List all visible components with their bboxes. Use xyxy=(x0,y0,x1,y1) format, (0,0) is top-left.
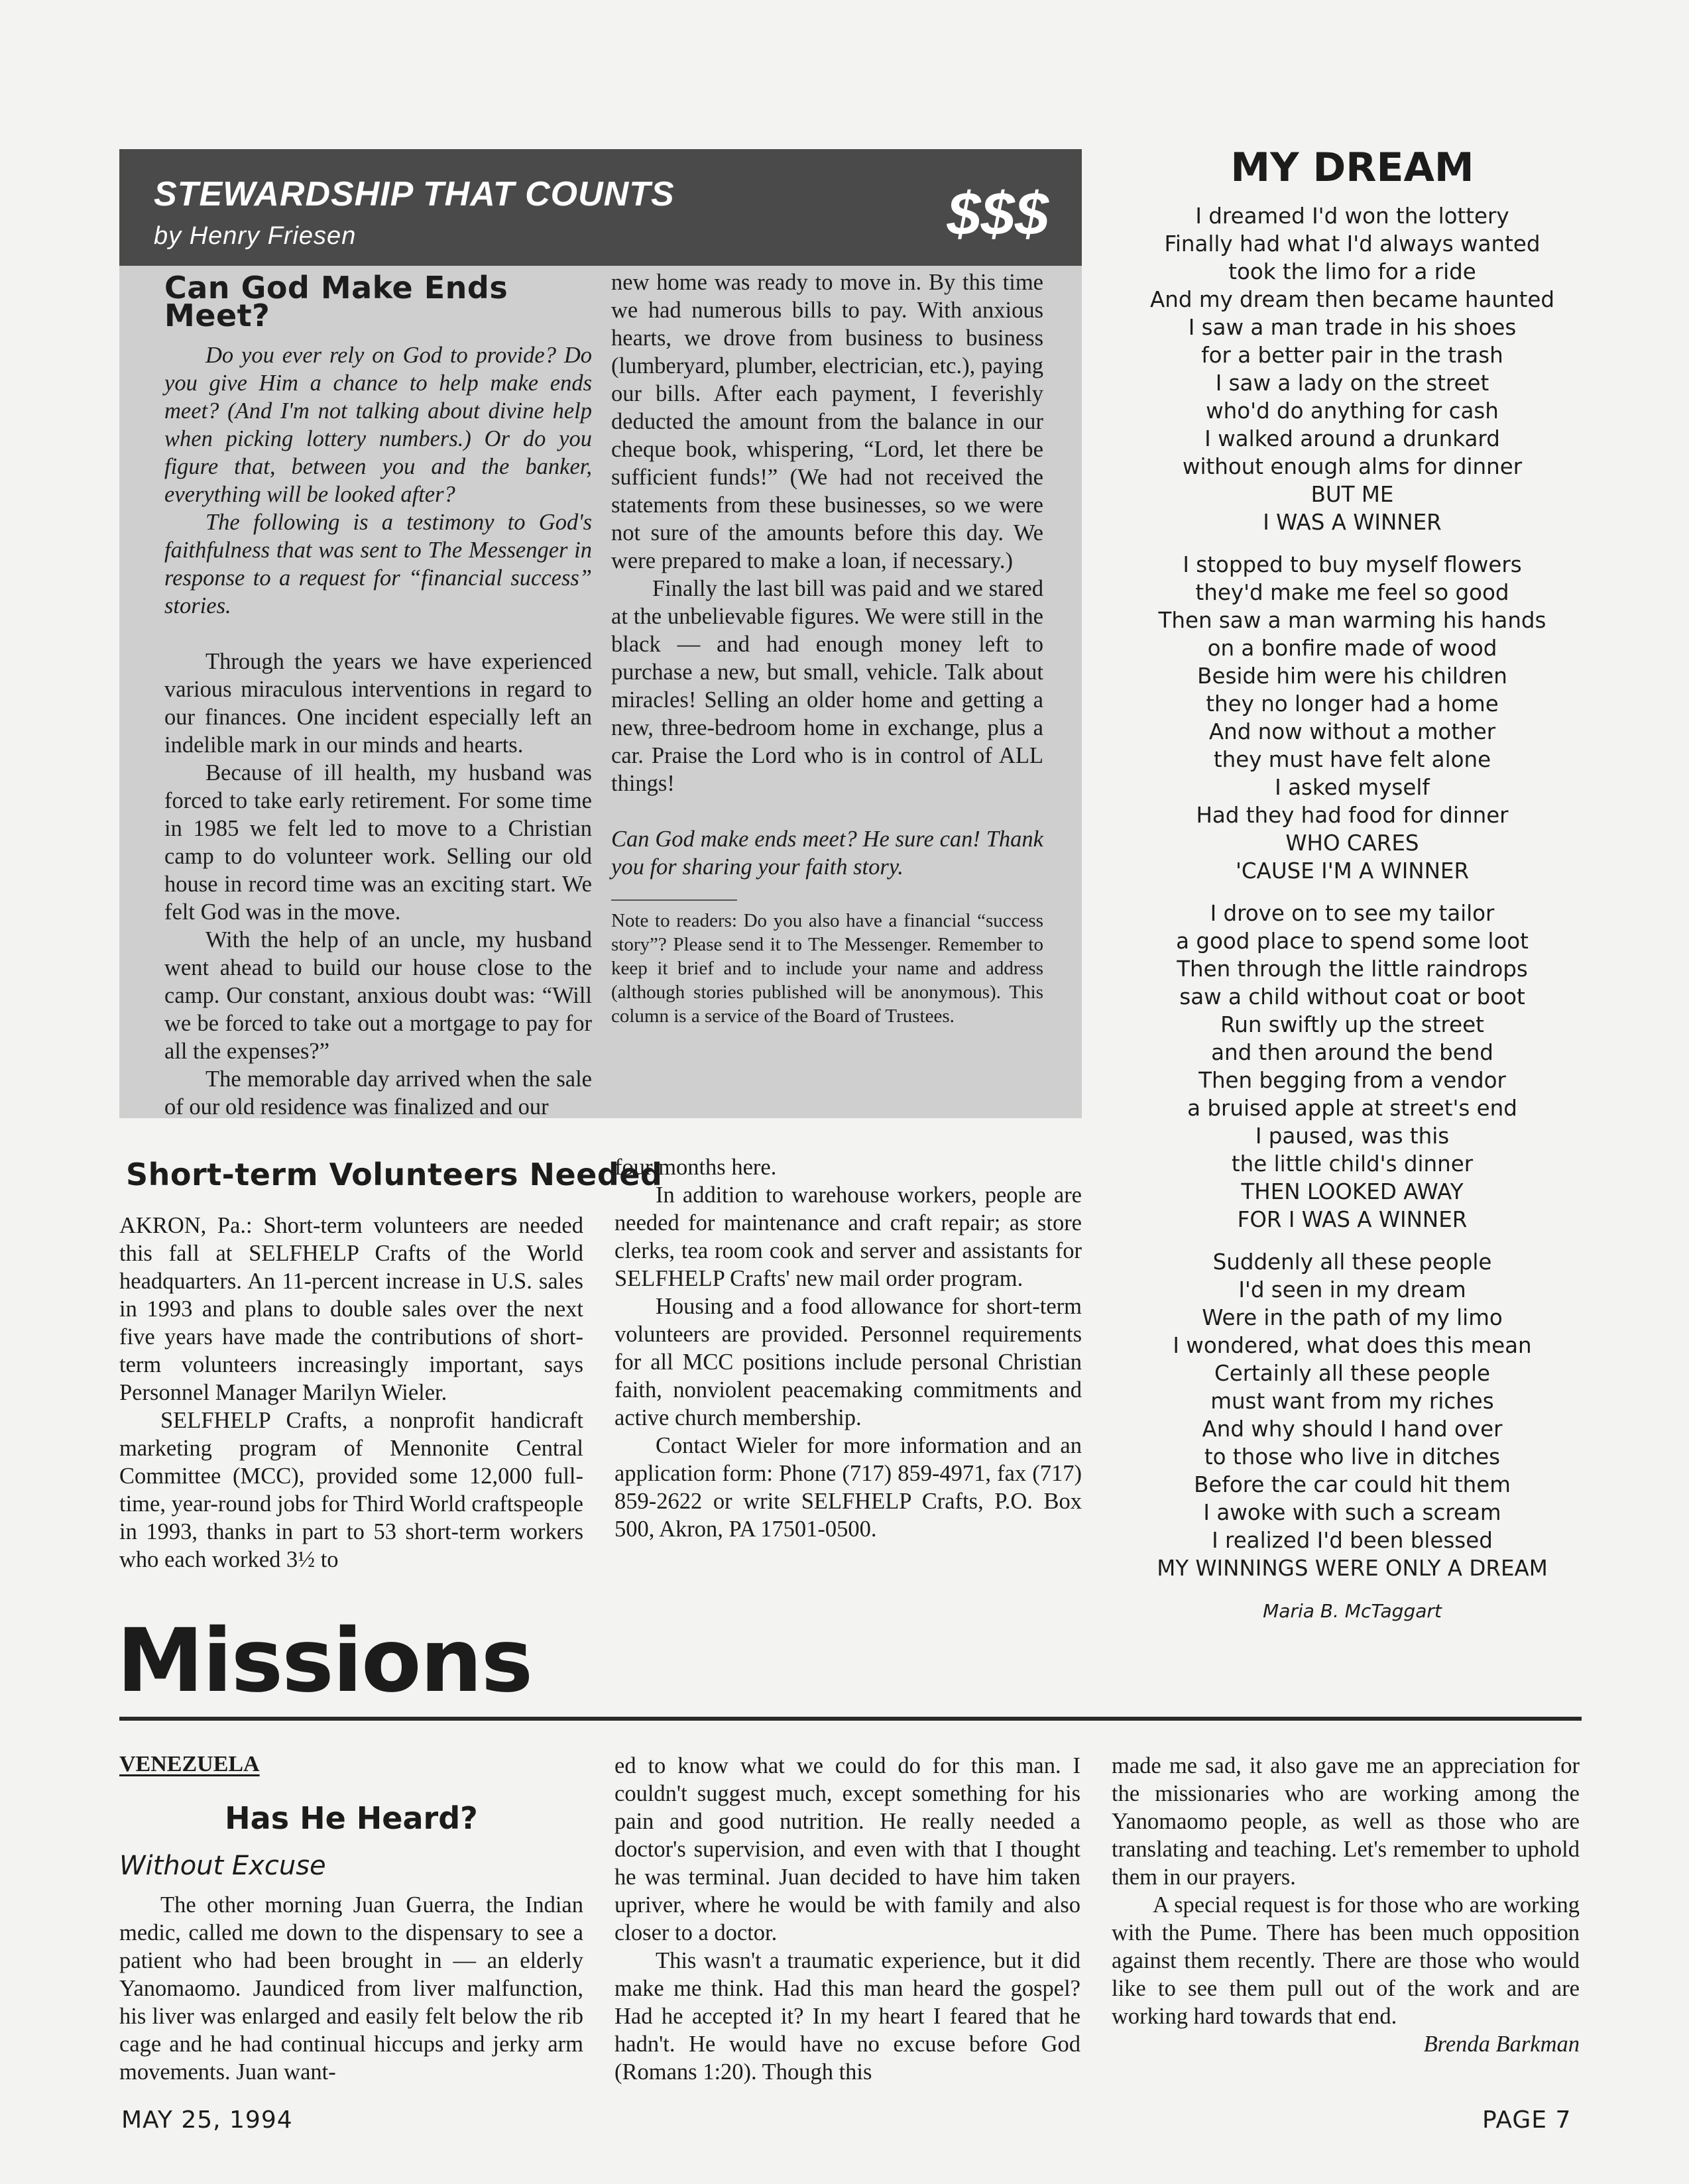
volunteers-paragraph: Contact Wieler for more information and an application form: Phone (717) 859-4971, fax (717) 859-2622 or write SELFHELP Crafts, P.O. Box 500, Akron, PA 17501-0500. xyxy=(614,1433,1082,1542)
poem-line: a bruised apple at street's end xyxy=(1187,1096,1517,1121)
missions-author: Brenda Barkman xyxy=(1423,2032,1580,2057)
poem-line: I dreamed I'd won the lottery xyxy=(1195,203,1509,229)
poem-line: THEN LOOKED AWAY xyxy=(1241,1179,1464,1204)
missions-section-title: Missions xyxy=(117,1610,532,1712)
missions-column-2 xyxy=(614,1752,1080,2086)
poem-line: MY WINNINGS WERE ONLY A DREAM xyxy=(1157,1556,1548,1581)
missions-paragraph: This wasn't a traumatic experience, but it did make me think. Had this man heard the gospel? Had he accepted it? In my heart I feared that he hadn't. He would have no excuse before God (Romans 1:20). Though this xyxy=(614,1948,1080,2085)
poem-line: Suddenly all these people xyxy=(1212,1249,1492,1275)
poem-line: 'CAUSE I'M A WINNER xyxy=(1235,858,1470,884)
poem-line: I paused, was this xyxy=(1255,1123,1450,1149)
poem-line: for a better pair in the trash xyxy=(1201,343,1503,368)
venezuela-label: VENEZUELA xyxy=(119,1752,260,1776)
poem-author: Maria B. McTaggart xyxy=(1263,1600,1442,1622)
article-subtitle: Without Excuse xyxy=(119,1851,326,1881)
poem-line: I stopped to buy myself flowers xyxy=(1183,552,1522,577)
poem-line: Then through the little raindrops xyxy=(1177,956,1528,982)
closing-line: Can God make ends meet? He sure can! Thank you for sharing your faith story. xyxy=(611,827,1043,880)
poem-line: Then begging from a vendor xyxy=(1198,1068,1506,1093)
stewardship-title: STEWARDSHIP THAT COUNTS xyxy=(154,175,675,213)
poem-line: I saw a man trade in his shoes xyxy=(1188,315,1517,340)
poem-line: WHO CARES xyxy=(1285,831,1419,856)
poem-line: must want from my riches xyxy=(1210,1389,1494,1414)
poem-stanza xyxy=(1120,899,1584,1234)
missions-paragraph: ed to know what we could do for this man. I couldn't suggest much, except something for his pain and good nutrition. He really needed a doctor's supervision, and even with that I thought he was terminal. Juan decided to have him taken upriver, where he would be with family and also closer to a doctor. xyxy=(614,1753,1080,1945)
poem-title: MY DREAM xyxy=(1230,144,1474,191)
poem xyxy=(1120,202,1584,1626)
poem-line: on a bonfire made of wood xyxy=(1207,636,1497,661)
footer-date: MAY 25, 1994 xyxy=(121,2106,293,2134)
poem-line: took the limo for a ride xyxy=(1228,259,1476,284)
poem-line: they no longer had a home xyxy=(1206,691,1499,717)
poem-line: without enough alms for dinner xyxy=(1182,454,1523,479)
missions-rule xyxy=(119,1717,1582,1721)
poem-stanza xyxy=(1120,1248,1584,1582)
volunteers-paragraph: SELFHELP Crafts, a nonprofit handicraft marketing program of Mennonite Central Committee (MCC), provided some 12,000 full-time, year-round jobs for Third World craftspeople in 1993, thanks in part to 53 short-term workers who each worked 3½ to xyxy=(119,1408,583,1572)
story-paragraph: The memorable day arrived when the sale of our old residence was finalized and our xyxy=(164,1066,592,1120)
poem-line: Before the car could hit them xyxy=(1194,1472,1511,1497)
poem-line: I'd seen in my dream xyxy=(1238,1277,1466,1302)
poem-line: BUT ME xyxy=(1310,482,1394,507)
footer-page-number: PAGE 7 xyxy=(1482,2106,1572,2134)
story-paragraph: Finally the last bill was paid and we stared at the unbelievable figures. We were still in the black — and had enough money left to purchase a new, but small, vehicle. Talk about miracles! Selling an older home and getting a new, three-bedroom home in exchange, plus a car. Praise the Lord who is in control of ALL things! xyxy=(611,576,1043,796)
poem-line: they must have felt alone xyxy=(1213,747,1491,772)
poem-line: Had they had food for dinner xyxy=(1196,803,1509,828)
poem-line: I realized I'd been blessed xyxy=(1212,1528,1493,1553)
missions-paragraph: A special request is for those who are working with the Pume. There has been much opposition against them recently. There are those who would like to see them pull out of the work and are working hard towards that end. xyxy=(1112,1892,1580,2029)
poem-line: the little child's dinner xyxy=(1231,1151,1474,1177)
poem-line: Run swiftly up the street xyxy=(1220,1012,1484,1037)
volunteers-column-1 xyxy=(119,1212,583,1574)
volunteers-heading: Short-term Volunteers Needed xyxy=(126,1157,663,1192)
stewardship-column-1 xyxy=(164,266,592,1121)
note-to-readers: Note to readers: Do you also have a financial “success story”? Please send it to The Messenger. Remember to keep it brief and to include your name and address (although stories published will be anonymous). This column is a service of the Board of Trustees. xyxy=(611,910,1043,1027)
poem-line: Then saw a man warming his hands xyxy=(1158,608,1546,633)
poem-line: Finally had what I'd always wanted xyxy=(1164,231,1541,257)
stewardship-header-bar xyxy=(119,149,1082,266)
story-paragraph: With the help of an uncle, my husband went ahead to build our house close to the camp. Our constant, anxious doubt was: “Will we be forced to take out a mortgage to pay for all the expenses?” xyxy=(164,927,592,1064)
story-paragraph: new home was ready to move in. By this time we had numerous bills to pay. With anxious hearts, we drove from business to business (lumberyard, plumber, electrician, etc.), paying our bills. After each payment, I feverishly deducted the amount from the balance in our cheque book, whispering, “Lord, let there be sufficient funds!” (We had not received the statements from these businesses, so we were not sure of the amounts before this day. We were prepared to make a loan, if necessary.) xyxy=(611,270,1043,573)
poem-stanza xyxy=(1120,551,1584,885)
missions-column-3 xyxy=(1112,1752,1580,2058)
missions-paragraph: made me sad, it also gave me an appreciation for the missionaries who are working among the Yanomaomo people, as well as those who are translating and teaching. Let's remember to uphold them in our prayers. xyxy=(1112,1753,1580,1890)
intro-paragraph: Do you ever rely on God to provide? Do you give Him a chance to help make ends meet? (And I'm not talking about divine help when picking lottery numbers.) Or do you figure that, between you and the banker, everything will be looked after? xyxy=(164,343,592,507)
volunteers-paragraph: AKRON, Pa.: Short-term volunteers are needed this fall at SELFHELP Crafts of the World headquarters. An 11-percent increase in U.S. sales in 1993 and plans to double sales over the next five years have made the contributions of short-term volunteers increasingly important, says Personnel Manager Marilyn Wieler. xyxy=(119,1213,583,1405)
article-heading: Can God Make Ends Meet? xyxy=(164,270,508,333)
poem-line: I walked around a drunkard xyxy=(1204,426,1500,451)
missions-column-1 xyxy=(119,1891,583,2086)
volunteers-paragraph: four months here. xyxy=(614,1155,777,1180)
poem-line: And now without a mother xyxy=(1208,719,1496,744)
poem-line: who'd do anything for cash xyxy=(1206,398,1499,424)
story-paragraph: Because of ill health, my husband was forced to take early retirement. For some time in 1985 we felt led to move to a Christian camp to do volunteer work. Selling our old house in record time was an exciting start. We felt God was in the move. xyxy=(164,760,592,925)
stewardship-column-2 xyxy=(611,268,1043,1028)
volunteers-column-2 xyxy=(614,1153,1082,1543)
poem-line: Were in the path of my limo xyxy=(1202,1305,1503,1330)
volunteers-paragraph: In addition to warehouse workers, people are needed for maintenance and craft repair; as store clerks, tea room cook and server and assistants for SELFHELP Crafts' new mail order program. xyxy=(614,1182,1082,1291)
poem-line: I drove on to see my tailor xyxy=(1210,901,1495,926)
poem-line: And my dream then became haunted xyxy=(1150,287,1554,312)
poem-stanza xyxy=(1120,202,1584,536)
poem-line: I WAS A WINNER xyxy=(1263,510,1442,535)
story-paragraph: Through the years we have experienced various miraculous interventions in regard to our finances. One incident especially left an indelible mark in our minds and hearts. xyxy=(164,649,592,758)
poem-line: And why should I hand over xyxy=(1202,1416,1503,1442)
stewardship-byline: by Henry Friesen xyxy=(154,222,357,250)
stewardship-box xyxy=(119,266,1082,1118)
divider xyxy=(611,899,737,901)
poem-line: FOR I WAS A WINNER xyxy=(1237,1207,1468,1232)
poem-line: they'd make me feel so good xyxy=(1195,580,1509,605)
poem-line: Beside him were his children xyxy=(1197,663,1507,689)
intro-paragraph: The following is a testimony to God's faithfulness that was sent to The Messenger in response to a request for “financial success” stories. xyxy=(164,510,592,618)
poem-line: I wondered, what does this mean xyxy=(1173,1333,1532,1358)
poem-line: Certainly all these people xyxy=(1214,1361,1490,1386)
poem-line: I asked myself xyxy=(1275,775,1430,800)
article-title: Has He Heard? xyxy=(225,1800,478,1836)
poem-line: and then around the bend xyxy=(1211,1040,1493,1065)
poem-line: I awoke with such a scream xyxy=(1203,1500,1501,1525)
poem-line: saw a child without coat or boot xyxy=(1179,984,1525,1009)
missions-paragraph: The other morning Juan Guerra, the Indian medic, called me down to the dispensary to see a patient who had been brought in — an elderly Yanomaomo. Jaundiced from liver malfunction, his liver was enlarged and easily felt below the rib cage and he had continual hiccups and jerky arm movements. Juan want- xyxy=(119,1892,583,2085)
poem-line: to those who live in ditches xyxy=(1204,1444,1501,1469)
dollar-signs-badge: $$$ xyxy=(947,180,1049,248)
poem-line: a good place to spend some loot xyxy=(1176,929,1529,954)
poem-line: I saw a lady on the street xyxy=(1215,371,1489,396)
volunteers-paragraph: Housing and a food allowance for short-term volunteers are provided. Personnel requirements for all MCC positions include personal Christian faith, nonviolent peacemaking commitments and active church membership. xyxy=(614,1294,1082,1430)
